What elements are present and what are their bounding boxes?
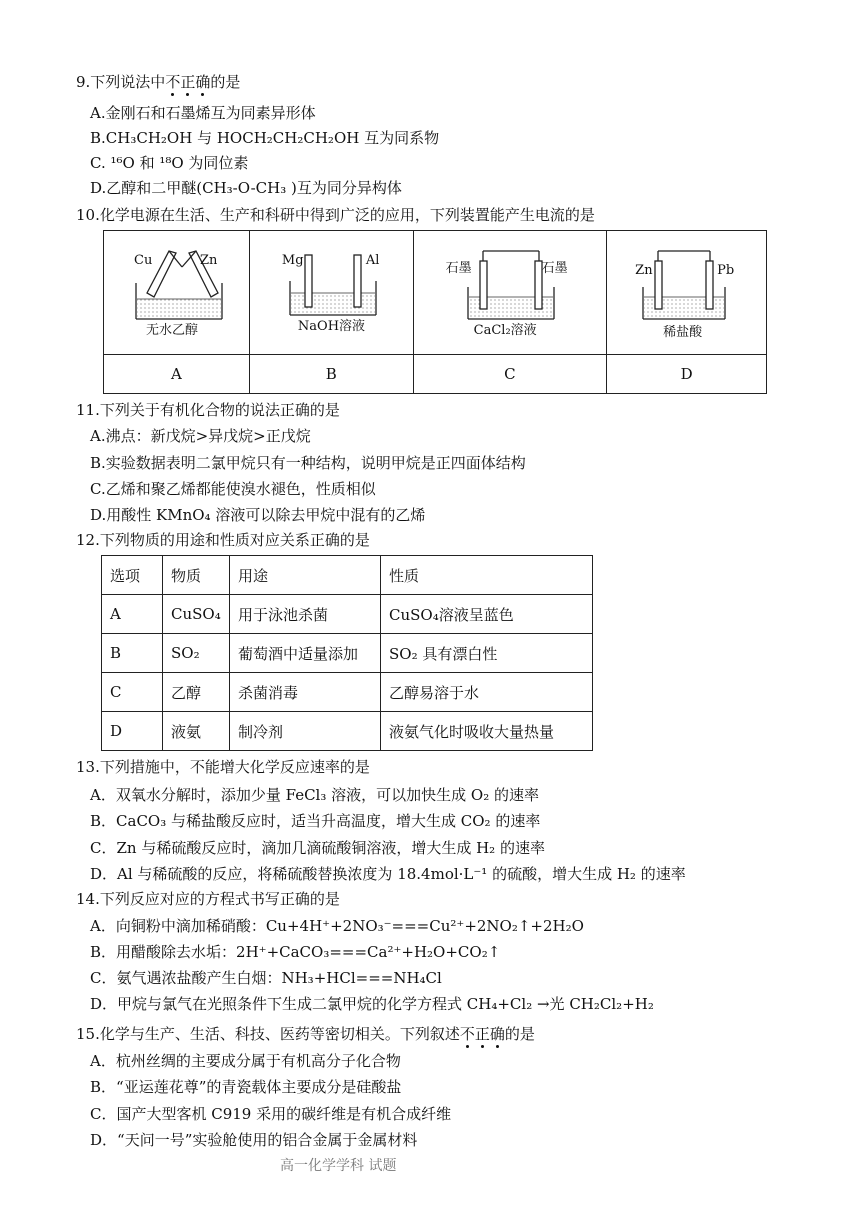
cell-a-left-electrode: Cu (134, 253, 153, 268)
q15-emphasis (460, 1025, 505, 1043)
cell-d-letter: D (607, 355, 767, 394)
row-a-use: 用于泳池杀菌 (230, 595, 381, 634)
table-row (102, 712, 593, 751)
row-c-substance: 乙醇 (163, 673, 230, 712)
cell-d-diagram (607, 231, 767, 355)
q10-apparatus-table (103, 230, 767, 394)
table-row (102, 634, 593, 673)
cell-d-right-electrode: Pb (717, 263, 735, 278)
q15-stem (76, 1024, 535, 1044)
q9-stem (76, 72, 240, 92)
q10-stem: 10.化学电源在生活、生产和科研中得到广泛的应用，下列装置能产生电流的是 (76, 206, 595, 224)
emphasis-char: 不 (165, 73, 181, 91)
q9-option-c: C. ¹⁶O 和 ¹⁸O 为同位素 (90, 154, 249, 172)
table-row (102, 595, 593, 634)
cell-d-solution: 稀盐酸 (663, 325, 703, 340)
cell-a-diagram (104, 231, 250, 355)
row-d-substance: 液氨 (163, 712, 230, 751)
q15-stem-text: 15.化学与生产、生活、科技、医药等密切相关。下列叙述 (76, 1025, 460, 1043)
q12-header-row (102, 556, 593, 595)
q11-option-c: C.乙烯和聚乙烯都能使溴水褪色，性质相似 (90, 480, 376, 498)
q14-option-a: A．向铜粉中滴加稀硝酸：Cu+4H⁺+2NO₃⁻===Cu²⁺+2NO₂↑+2H₂O (90, 917, 584, 935)
emphasis-char: 确 (195, 73, 211, 91)
cell-c-diagram (413, 231, 607, 355)
q12-stem: 12.下列物质的用途和性质对应关系正确的是 (76, 531, 370, 549)
q13-option-b: B．CaCO₃ 与稀盐酸反应时，适当升高温度，增大生成 CO₂ 的速率 (90, 812, 541, 830)
emphasis-char: 确 (489, 1025, 505, 1043)
cell-a-letter: A (104, 355, 250, 394)
header-substance: 物质 (163, 556, 230, 595)
cell-b-left-electrode: Mg (281, 253, 304, 268)
q14-stem: 14.下列反应对应的方程式书写正确的是 (76, 890, 340, 908)
q13-option-d: D．Al 与稀硫酸的反应，将稀硫酸替换浓度为 18.4mol·L⁻¹ 的硫酸，增大生成 H₂ 的速率 (90, 865, 686, 883)
q11-stem: 11.下列关于有机化合物的说法正确的是 (76, 401, 340, 419)
cell-b-diagram (249, 231, 413, 355)
q11-option-a: A.沸点：新戊烷>异戊烷>正戊烷 (90, 427, 311, 445)
emphasis-char: 正 (474, 1025, 490, 1043)
cell-b-letter: B (249, 355, 413, 394)
q11-option-d: D.用酸性 KMnO₄ 溶液可以除去甲烷中混有的乙烯 (90, 506, 426, 524)
row-c-use: 杀菌消毒 (230, 673, 381, 712)
cell-b-solution: NaOH溶液 (297, 319, 366, 334)
q14-option-c: C．氨气遇浓盐酸产生白烟：NH₃+HCl===NH₄Cl (90, 969, 442, 987)
cell-c-left-electrode: 石墨 (445, 261, 472, 276)
cell-c-right-electrode: 石墨 (541, 261, 568, 276)
q15-option-b: B．“亚运莲花尊”的青瓷载体主要成分是硅酸盐 (90, 1078, 402, 1096)
emphasis-char: 正 (180, 73, 196, 91)
row-a-substance: CuSO₄ (163, 595, 230, 634)
q12-table (101, 555, 593, 751)
q15-option-d: D．“天问一号”实验舱使用的铝合金属于金属材料 (90, 1131, 418, 1149)
q13-stem: 13.下列措施中，不能增大化学反应速率的是 (76, 758, 370, 776)
q13-option-a: A．双氧水分解时，添加少量 FeCl₃ 溶液，可以加快生成 O₂ 的速率 (90, 786, 539, 804)
cell-b-right-electrode: Al (365, 253, 380, 268)
cell-a-solution: 无水乙醇 (146, 323, 199, 338)
header-option: 选项 (102, 556, 163, 595)
q14-option-b: B．用醋酸除去水垢：2H⁺+CaCO₃===Ca²⁺+H₂O+CO₂↑ (90, 943, 501, 961)
row-b-property: SO₂ 具有漂白性 (381, 634, 593, 673)
emphasis-char: 不 (459, 1025, 475, 1043)
cell-d-left-electrode: Zn (635, 263, 653, 278)
q9-stem-tail: 的是 (210, 73, 241, 91)
q11-option-b: B.实验数据表明二氯甲烷只有一种结构，说明甲烷是正四面体结构 (90, 454, 526, 472)
row-b-option: B (102, 634, 163, 673)
row-c-option: C (102, 673, 163, 712)
q15-option-a: A．杭州丝绸的主要成分属于有机高分子化合物 (90, 1052, 401, 1070)
q15-stem-tail: 的是 (504, 1025, 535, 1043)
q9-stem-text: 9.下列说法中 (76, 73, 166, 91)
cell-c-letter: C (413, 355, 607, 394)
row-c-property: 乙醇易溶于水 (381, 673, 593, 712)
q9-option-b: B.CH₃CH₂OH 与 HOCH₂CH₂CH₂OH 互为同系物 (90, 129, 440, 147)
row-a-property: CuSO₄溶液呈蓝色 (381, 595, 593, 634)
q14-option-d: D．甲烷与氯气在光照条件下生成二氯甲烷的化学方程式 CH₄+Cl₂ →光 CH₂Cl₂+H₂ (90, 995, 654, 1013)
table-row (102, 673, 593, 712)
row-b-use: 葡萄酒中适量添加 (230, 634, 381, 673)
page-footer: 高一化学学科 试题 (280, 1158, 397, 1174)
cell-c-solution: CaCl₂溶液 (473, 323, 537, 338)
row-d-property: 液氨气化时吸收大量热量 (381, 712, 593, 751)
q13-option-c: C．Zn 与稀硫酸反应时，滴加几滴硫酸铜溶液，增大生成 H₂ 的速率 (90, 839, 545, 857)
row-a-option: A (102, 595, 163, 634)
row-b-substance: SO₂ (163, 634, 230, 673)
q9-option-a: A.金刚石和石墨烯互为同素异形体 (90, 104, 316, 122)
row-d-use: 制冷剂 (230, 712, 381, 751)
q9-option-d: D.乙醇和二甲醚(CH₃-O-CH₃ )互为同分异构体 (90, 179, 402, 197)
q9-emphasis (165, 73, 210, 91)
header-property: 性质 (381, 556, 593, 595)
row-d-option: D (102, 712, 163, 751)
q15-option-c: C．国产大型客机 C919 采用的碳纤维是有机合成纤维 (90, 1105, 452, 1123)
cell-a-right-electrode: Zn (200, 253, 218, 268)
header-use: 用途 (230, 556, 381, 595)
